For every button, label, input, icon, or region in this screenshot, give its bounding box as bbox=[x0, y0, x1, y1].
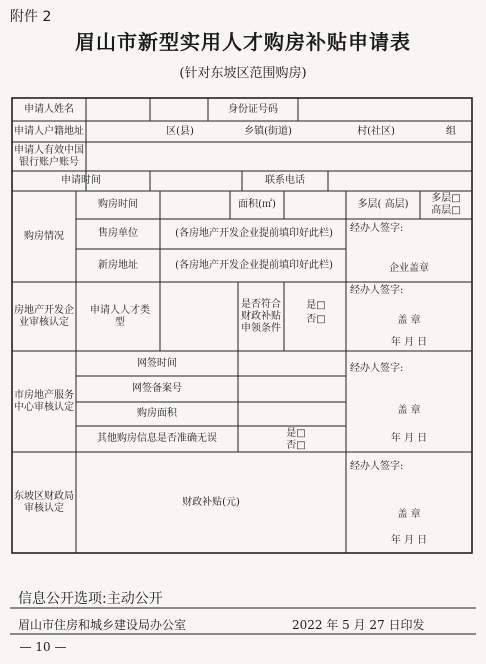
addr-town: 乡镇(街道) bbox=[244, 125, 292, 137]
other-info-no-checkbox[interactable]: 否□ bbox=[286, 440, 306, 451]
purchase-area-label: 购房面积 bbox=[137, 408, 177, 419]
handler-sign-finance: 经办人签字: bbox=[350, 461, 404, 472]
household-address-label: 申请人户籍地址 bbox=[14, 125, 84, 137]
multi-layer-checkbox[interactable]: 多层□ bbox=[431, 193, 461, 204]
house-address-note: (各房地产开发企业提前填印好此栏) bbox=[175, 259, 333, 271]
applicant-name-label: 申请人姓名 bbox=[24, 103, 74, 115]
multi-high-select: 多层( 高层) bbox=[357, 199, 409, 210]
center-section-label: 市房地产服务中心审核认定 bbox=[14, 389, 74, 413]
eligible-yes-checkbox[interactable]: 是□ bbox=[306, 300, 326, 311]
subsidy-label: 财政补贴(元) bbox=[182, 496, 240, 508]
purchase-time-label: 购房时间 bbox=[98, 199, 138, 210]
issuing-office: 眉山市住房和城乡建设局办公室 bbox=[18, 618, 187, 632]
area-label: 面积(㎡) bbox=[238, 199, 276, 210]
talent-type-label: 申请人人才类型 bbox=[90, 304, 150, 328]
online-time-label: 网签时间 bbox=[137, 357, 177, 369]
handler-sign-purchase: 经办人签字: bbox=[350, 223, 404, 234]
finance-date: 年 月 日 bbox=[390, 535, 428, 546]
company-seal-label: 企业盖章 bbox=[389, 263, 429, 274]
disclosure-option: 信息公开选项:主动公开 bbox=[18, 591, 163, 607]
eligible-label: 是否符合财政补贴申领条件 bbox=[241, 298, 281, 334]
attachment-label: 附件 2 bbox=[10, 9, 52, 25]
developer-seal: 盖 章 bbox=[397, 315, 421, 326]
bank-account-label: 申请人有效中国银行账户账号 bbox=[14, 144, 84, 168]
high-layer-checkbox[interactable]: 高层□ bbox=[431, 205, 461, 216]
seller-label: 售房单位 bbox=[98, 228, 138, 239]
other-info-label: 其他购房信息是否准确无误 bbox=[97, 433, 217, 444]
seller-note: (各房地产开发企业提前填印好此栏) bbox=[175, 228, 333, 239]
issue-date: 2022 年 5 月 27 日印发 bbox=[292, 618, 425, 632]
developer-date: 年 月 日 bbox=[390, 337, 428, 348]
eligible-no-checkbox[interactable]: 否□ bbox=[306, 314, 326, 325]
id-number-label: 身份证号码 bbox=[228, 103, 278, 115]
online-record-label: 网签备案号 bbox=[132, 383, 182, 394]
contact-phone-label: 联系电话 bbox=[265, 175, 305, 186]
purchase-section-label: 购房情况 bbox=[24, 230, 64, 242]
handler-sign-developer: 经办人签字: bbox=[350, 285, 404, 296]
apply-time-label: 申请时间 bbox=[61, 175, 101, 186]
finance-seal: 盖 章 bbox=[397, 509, 421, 520]
form-subtitle: (针对东坡区范围购房) bbox=[179, 66, 307, 81]
addr-district: 区(县) bbox=[166, 125, 194, 137]
handler-sign-center: 经办人签字: bbox=[350, 363, 404, 374]
house-address-label: 新房地址 bbox=[98, 259, 138, 271]
page-number: — 10 — bbox=[19, 640, 67, 654]
addr-village: 村(社区) bbox=[357, 125, 395, 137]
developer-section-label: 房地产开发企业审核认定 bbox=[14, 304, 74, 328]
other-info-yes-checkbox[interactable]: 是□ bbox=[286, 428, 306, 439]
form-title: 眉山市新型实用人才购房补贴申请表 bbox=[75, 30, 411, 54]
finance-section-label: 东坡区财政局审核认定 bbox=[14, 490, 74, 514]
center-seal: 盖 章 bbox=[397, 405, 421, 416]
center-date: 年 月 日 bbox=[390, 433, 428, 444]
addr-group: 组 bbox=[446, 125, 456, 137]
